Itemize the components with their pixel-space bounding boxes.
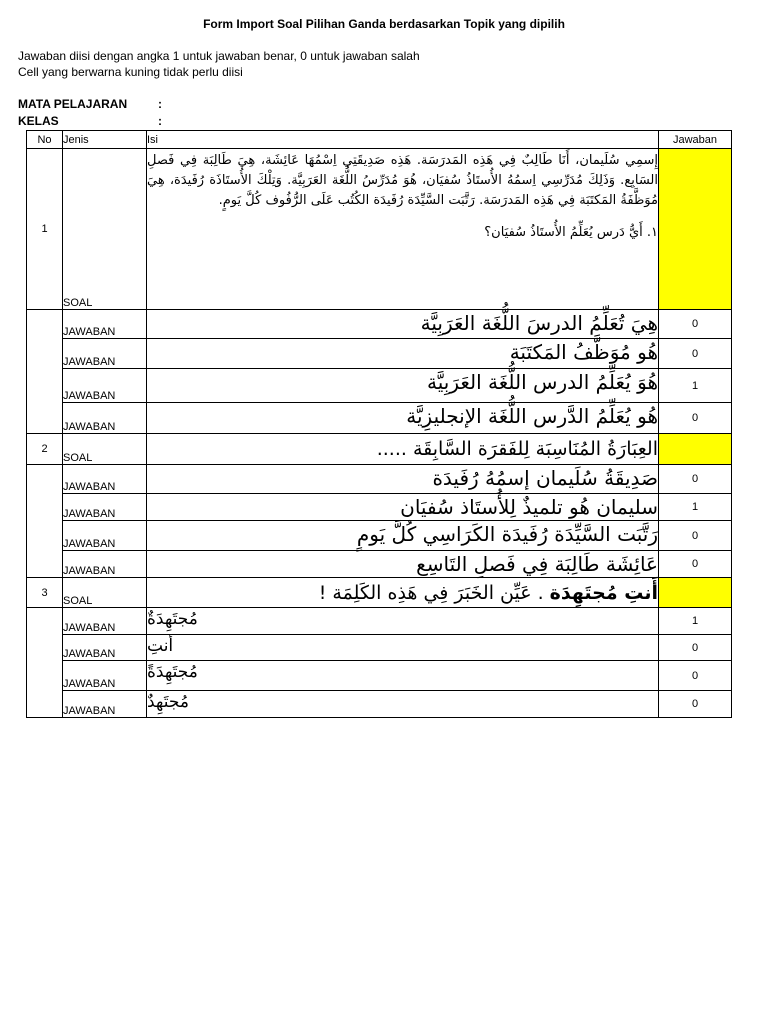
answer-option-label: مُجتَهِدٌ: [147, 692, 189, 712]
answer-value[interactable]: 1: [659, 369, 732, 403]
question-table: [26, 130, 732, 718]
row-type[interactable]: JAWABAN: [63, 551, 147, 578]
row-type[interactable]: JAWABAN: [63, 635, 147, 661]
answer-row: [27, 521, 732, 551]
subject-colon: :: [158, 97, 162, 111]
answer-row: [27, 465, 732, 494]
answer-row: [27, 494, 732, 521]
instruction-answer-values: Jawaban diisi dengan angka 1 untuk jawaban benar, 0 untuk jawaban salah: [18, 49, 420, 63]
answer-row: [27, 310, 732, 339]
class-colon: :: [158, 114, 162, 128]
row-type[interactable]: JAWABAN: [63, 521, 147, 551]
answer-value[interactable]: 1: [659, 494, 732, 521]
answer-row: [27, 635, 732, 661]
answer-value[interactable]: 0: [659, 635, 732, 661]
question-row: [27, 578, 732, 608]
answer-option-label: مُجتَهِدَةٌ: [147, 609, 198, 629]
question-instruction: . عَيِّن الخَبَرَ فِي هَذِه الكَلِمَة !: [318, 581, 550, 604]
reading-passage: إِسمِي سُلَيمان، أَنَا طَالِبٌ فِي هَذِه المَدرَسَة. هَذِه صَدِيقَتِي اِسْمُهَا عَائِشَة، هِيَ طَالِبَة فِي فَصلِ السَابِع. وَذَلِكَ مُدَرِّسِي اِسمُهُ الأُستَاذُ سُفيَان، هُوَ مُدَرِّسُ اللُّغَة العَرَبِيَّة. وَتِلْكَ الأُستَاذَة رُفَيدَة، هِيَ مُوَظَّفَةُ المَكتَبَة فِي هَذِه المَدرَسَة. رَتَّبَت السَّيِّدَة رُفَيدَة الكُتُب عَلَى الرُّفُوف كُلَّ يَومٍ.: [147, 153, 658, 208]
header-row: [27, 131, 732, 149]
answer-row: [27, 661, 732, 691]
answer-cell-disabled: [659, 149, 732, 310]
question-text[interactable]: العِبَارَةُ المُنَاسِبَة لِلفَقرَة السَّابِقَة .....: [147, 434, 659, 465]
question-text[interactable]: [147, 578, 659, 608]
question-number[interactable]: 1: [27, 149, 63, 310]
answer-option-text[interactable]: هُوَ يُعَلِّمُ الدرس اللُّغَة العَرَبِيَّة: [147, 369, 659, 403]
row-type[interactable]: SOAL: [63, 578, 147, 608]
answer-option-text[interactable]: هِيَ تُعَلِّمُ الدرسَ اللُّغَة العَرَبِيَّة: [147, 310, 659, 339]
answer-option-text[interactable]: هُو مُوَظَّفُ المَكتَبَة: [147, 339, 659, 369]
instruction-yellow-cells: Cell yang berwarna kuning tidak perlu diisi: [18, 65, 243, 79]
subject-row: [18, 97, 162, 111]
answer-option-text[interactable]: رَتَّبَت السَّيِّدَة رُفَيدَة الكَرَاسِي كُلَّ يَومٍ: [147, 521, 659, 551]
question-row: [27, 434, 732, 465]
answer-option-text[interactable]: صَدِيقَةُ سُلَيمان إسمُهُ رُفَيدَة: [147, 465, 659, 494]
answer-value[interactable]: 0: [659, 551, 732, 578]
answer-value[interactable]: 0: [659, 310, 732, 339]
row-type[interactable]: SOAL: [63, 149, 147, 310]
answer-row: [27, 339, 732, 369]
number-cell-empty[interactable]: [27, 608, 63, 718]
answer-option-text[interactable]: سليمان هُو تلميذٌ لِلأُستَاذ سُفيَان: [147, 494, 659, 521]
row-type[interactable]: JAWABAN: [63, 369, 147, 403]
question-row: [27, 149, 732, 310]
question-content[interactable]: [147, 149, 659, 310]
answer-value[interactable]: 1: [659, 608, 732, 635]
row-type[interactable]: SOAL: [63, 434, 147, 465]
answer-option-text[interactable]: هُو يُعَلِّمُ الدَّرس اللُّغَة الإنجليزِيَّة: [147, 403, 659, 434]
answer-option-text[interactable]: عَائِشَة طَالِبَة فِي فَصلِ التَاسِع: [147, 551, 659, 578]
question-number[interactable]: 3: [27, 578, 63, 608]
answer-value[interactable]: 0: [659, 521, 732, 551]
class-label: KELAS: [18, 114, 59, 128]
answer-row: [27, 608, 732, 635]
number-cell-empty[interactable]: [27, 465, 63, 578]
answer-option-label: أنتِ: [147, 636, 174, 656]
row-type[interactable]: JAWABAN: [63, 691, 147, 718]
header-jawaban: Jawaban: [659, 131, 732, 149]
subject-label: MATA PELAJARAN: [18, 97, 128, 111]
answer-option-label: مُجتَهِدَةً: [147, 662, 198, 682]
answer-value[interactable]: 0: [659, 403, 732, 434]
answer-value[interactable]: 0: [659, 691, 732, 718]
answer-row: [27, 403, 732, 434]
row-type[interactable]: JAWABAN: [63, 310, 147, 339]
answer-value[interactable]: 0: [659, 661, 732, 691]
answer-cell-disabled: [659, 578, 732, 608]
answer-option-text[interactable]: [147, 608, 659, 635]
row-type[interactable]: JAWABAN: [63, 608, 147, 635]
number-cell-empty[interactable]: [27, 310, 63, 434]
answer-value[interactable]: 0: [659, 465, 732, 494]
row-type[interactable]: JAWABAN: [63, 465, 147, 494]
answer-row: [27, 691, 732, 718]
header-jenis: Jenis: [63, 131, 147, 149]
question-text: ١. أَيُّ دَرس يُعَلِّمُ الأُستَاذُ سُفيَان؟: [484, 225, 658, 240]
class-row: [18, 114, 162, 128]
header-isi: Isi: [147, 131, 659, 149]
answer-option-text[interactable]: [147, 635, 659, 661]
answer-option-text[interactable]: [147, 691, 659, 718]
row-type[interactable]: JAWABAN: [63, 339, 147, 369]
form-title: Form Import Soal Pilihan Ganda berdasarkan Topik yang dipilih: [203, 17, 565, 31]
row-type[interactable]: JAWABAN: [63, 494, 147, 521]
answer-row: [27, 551, 732, 578]
header-no: No: [27, 131, 63, 149]
question-number[interactable]: 2: [27, 434, 63, 465]
answer-cell-disabled: [659, 434, 732, 465]
row-type[interactable]: JAWABAN: [63, 661, 147, 691]
question-sentence-bold: أَنتِ مُجتَهِدَة: [549, 581, 658, 604]
row-type[interactable]: JAWABAN: [63, 403, 147, 434]
answer-option-text[interactable]: [147, 661, 659, 691]
answer-value[interactable]: 0: [659, 339, 732, 369]
answer-row: [27, 369, 732, 403]
